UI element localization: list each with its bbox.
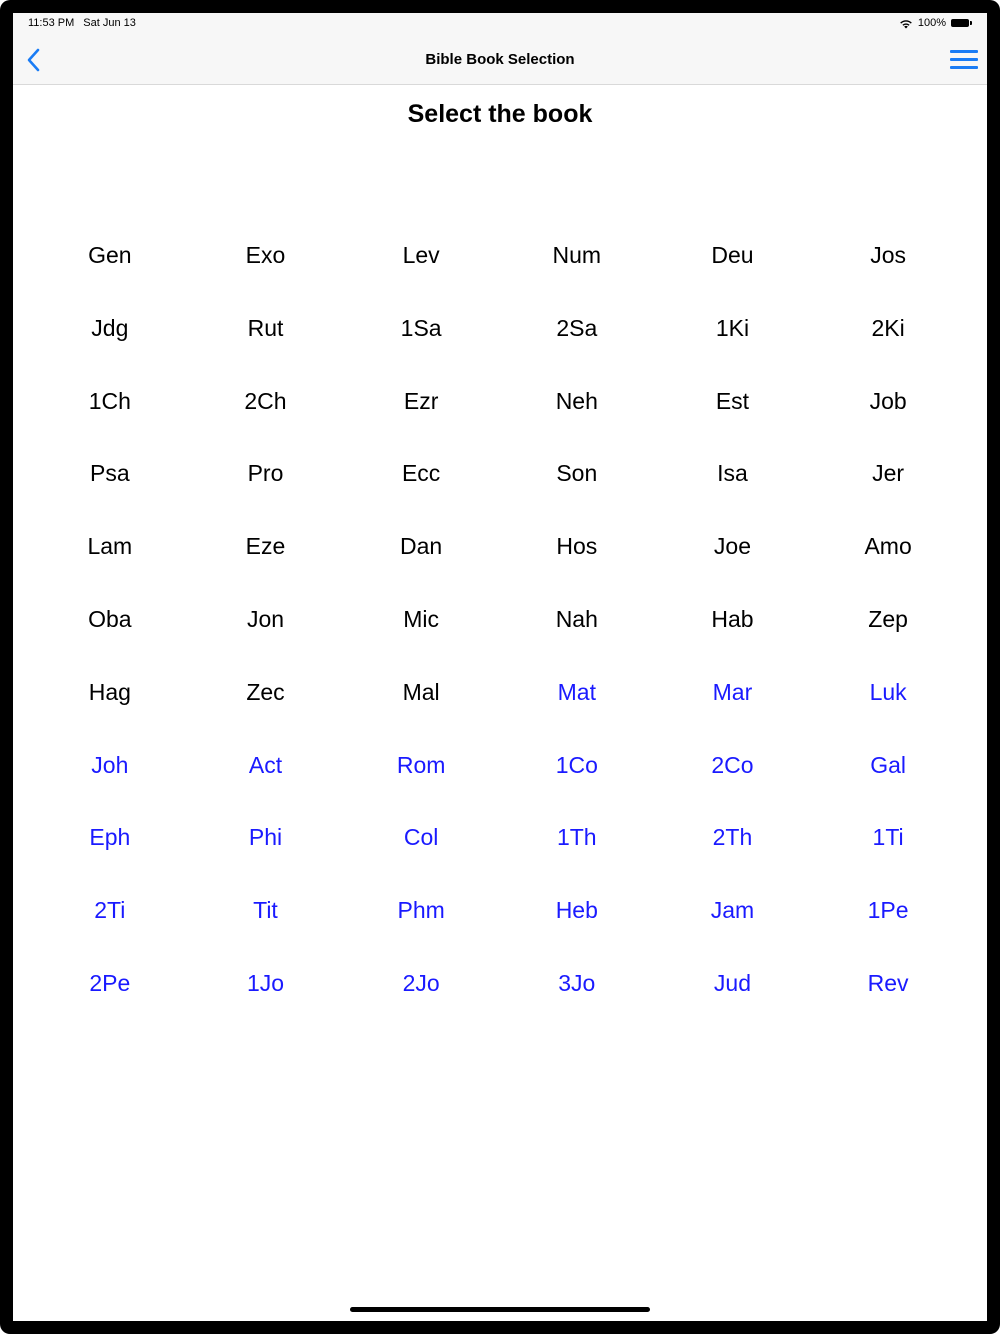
book-luk-button[interactable]: Luk (869, 678, 907, 705)
screen (13, 13, 987, 1321)
book-mar-button[interactable]: Mar (712, 678, 753, 705)
book-gen-button[interactable]: Gen (88, 242, 132, 268)
book-1ch-button[interactable]: 1Ch (88, 387, 131, 414)
wifi-icon (899, 18, 913, 29)
book-jud-button[interactable]: Jud (713, 969, 751, 996)
book-num-button[interactable]: Num (552, 242, 602, 268)
book-2ki-button[interactable]: 2Ki (871, 314, 905, 341)
battery-percent: 100% (917, 17, 946, 29)
book-est-button[interactable]: Est (715, 387, 750, 414)
book-jos-button[interactable]: Jos (870, 242, 906, 268)
menu-line (950, 66, 978, 69)
book-1th-button[interactable]: 1Th (556, 824, 597, 851)
menu-line (950, 58, 978, 61)
book-col-button[interactable]: Col (403, 824, 439, 851)
book-mal-button[interactable]: Mal (402, 678, 440, 705)
book-amo-button[interactable]: Amo (864, 533, 912, 560)
status-date: Sat Jun 13 (83, 17, 136, 29)
book-1co-button[interactable]: 1Co (555, 751, 598, 778)
book-2sa-button[interactable]: 2Sa (556, 314, 598, 341)
book-rut-button[interactable]: Rut (247, 314, 284, 341)
book-2co-button[interactable]: 2Co (711, 751, 754, 778)
book-eph-button[interactable]: Eph (89, 824, 131, 851)
book-jer-button[interactable]: Jer (872, 460, 905, 487)
book-mat-button[interactable]: Mat (557, 678, 596, 705)
book-neh-button[interactable]: Neh (555, 387, 598, 414)
book-ecc-button[interactable]: Ecc (401, 460, 441, 487)
book-mic-button[interactable]: Mic (403, 605, 440, 632)
book-pro-button[interactable]: Pro (247, 460, 284, 487)
book-jdg-button[interactable]: Jdg (91, 314, 129, 341)
menu-line (950, 50, 978, 53)
book-son-button[interactable]: Son (556, 460, 598, 487)
book-zec-button[interactable]: Zec (246, 678, 285, 705)
book-joe-button[interactable]: Joe (713, 533, 751, 560)
status-left (28, 17, 145, 29)
status-right (899, 17, 973, 29)
book-joh-button[interactable]: Joh (91, 751, 129, 778)
book-2ti-button[interactable]: 2Ti (94, 897, 126, 924)
book-tit-button[interactable]: Tit (253, 897, 278, 924)
book-2jo-button[interactable]: 2Jo (402, 969, 440, 996)
book-deu-button[interactable]: Deu (711, 242, 754, 268)
book-ezr-button[interactable]: Ezr (403, 387, 439, 414)
book-lam-button[interactable]: Lam (87, 533, 133, 560)
book-lev-button[interactable]: Lev (402, 242, 440, 268)
book-grid (32, 235, 966, 1036)
book-1ki-button[interactable]: 1Ki (715, 314, 750, 341)
book-exo-button[interactable]: Exo (245, 242, 286, 268)
book-psa-button[interactable]: Psa (90, 460, 130, 487)
home-indicator[interactable] (350, 1307, 650, 1312)
book-1pe-button[interactable]: 1Pe (867, 897, 909, 924)
book-2th-button[interactable]: 2Th (712, 824, 753, 851)
hamburger-menu-icon[interactable] (947, 48, 981, 72)
book-2ch-button[interactable]: 2Ch (244, 387, 287, 414)
book-hab-button[interactable]: Hab (711, 605, 754, 632)
status-time: 11:53 PM (28, 17, 75, 29)
status-bar (13, 13, 987, 35)
book-rom-button[interactable]: Rom (396, 751, 446, 778)
book-jon-button[interactable]: Jon (246, 605, 285, 632)
book-dan-button[interactable]: Dan (400, 533, 443, 560)
book-rev-button[interactable]: Rev (867, 969, 909, 996)
book-gal-button[interactable]: Gal (870, 751, 906, 778)
book-1sa-button[interactable]: 1Sa (400, 314, 442, 341)
book-oba-button[interactable]: Oba (88, 605, 132, 632)
book-hag-button[interactable]: Hag (88, 678, 131, 705)
navigation-bar (13, 35, 987, 85)
book-3jo-button[interactable]: 3Jo (558, 969, 596, 996)
book-eze-button[interactable]: Eze (245, 533, 286, 560)
book-heb-button[interactable]: Heb (555, 897, 598, 924)
book-isa-button[interactable]: Isa (717, 460, 748, 487)
book-act-button[interactable]: Act (248, 751, 283, 778)
book-hos-button[interactable]: Hos (556, 533, 598, 560)
book-jam-button[interactable]: Jam (710, 897, 755, 924)
book-nah-button[interactable]: Nah (555, 605, 598, 632)
book-1jo-button[interactable]: 1Jo (246, 969, 285, 996)
book-phm-button[interactable]: Phm (397, 897, 445, 924)
nav-title: Bible Book Selection (425, 51, 575, 68)
page-heading: Select the book (407, 100, 593, 128)
book-1ti-button[interactable]: 1Ti (872, 824, 904, 851)
book-2pe-button[interactable]: 2Pe (89, 969, 131, 996)
battery-icon (951, 18, 973, 28)
book-phi-button[interactable]: Phi (248, 824, 283, 851)
book-job-button[interactable]: Job (869, 387, 907, 414)
book-zep-button[interactable]: Zep (868, 605, 908, 632)
